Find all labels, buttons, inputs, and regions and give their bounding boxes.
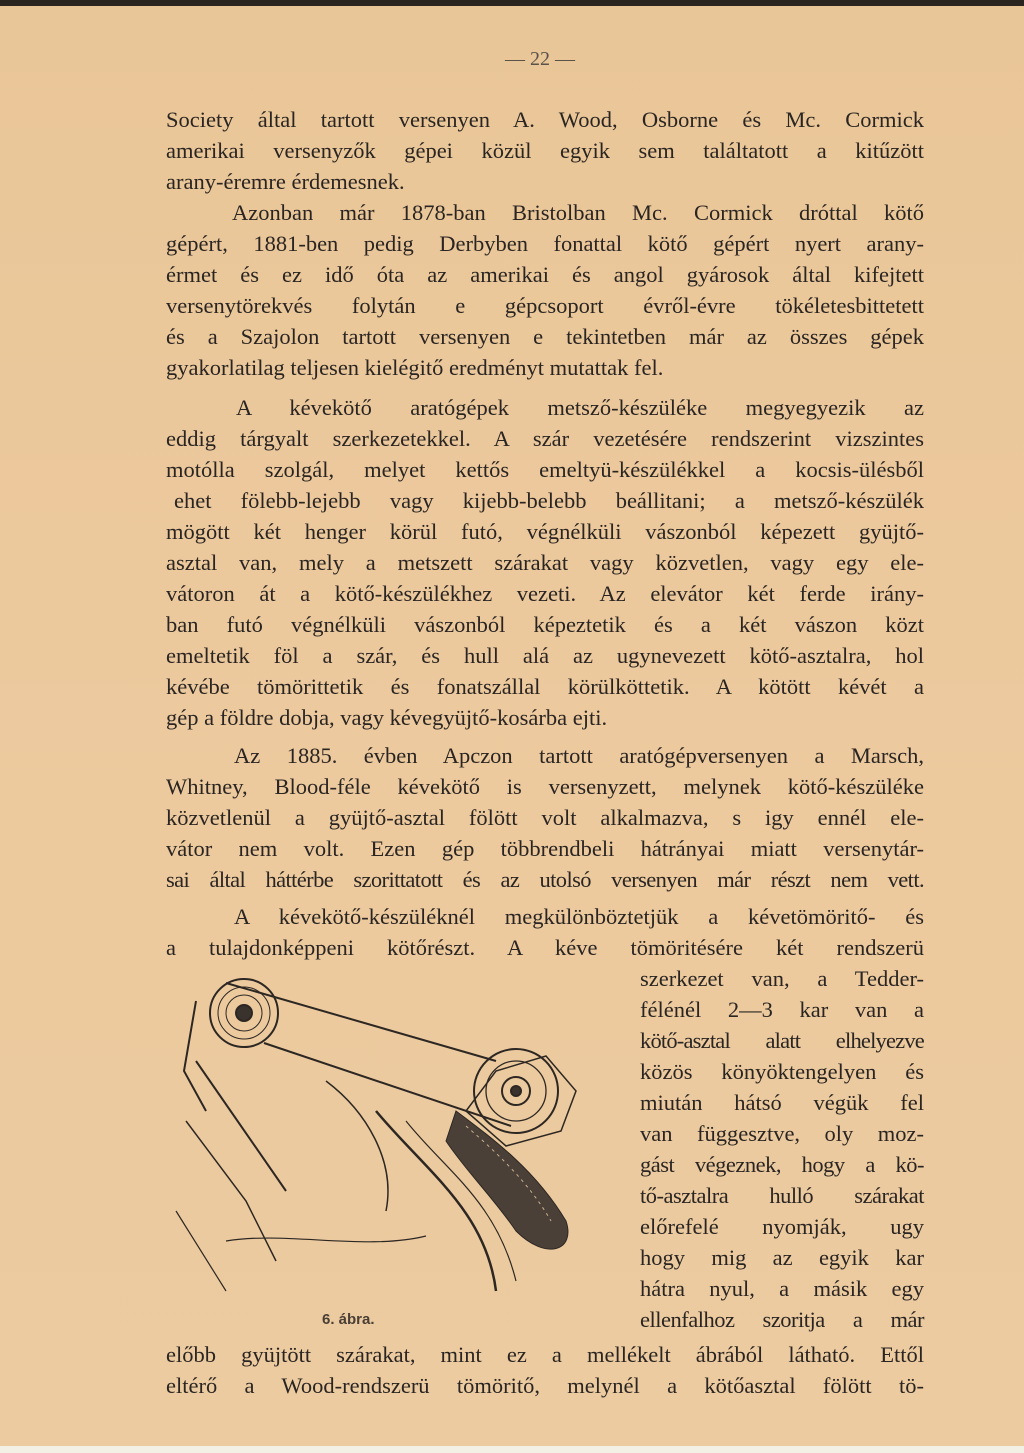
page-number: — 22 — bbox=[505, 48, 575, 70]
text-line: szerkezet van, a Tedder- bbox=[640, 966, 924, 991]
text-line: érmet és ez idő óta az amerikai és angol gyárosok által kifejtett bbox=[166, 262, 924, 287]
text-line: ban futó végnélküli vászonból képeztetik és a két vászon közt bbox=[166, 612, 924, 637]
text-line: asztal van, mely a metszett szárakat vagy közvetlen, vagy egy ele- bbox=[166, 550, 924, 575]
text-line: félénél 2—3 kar van a bbox=[640, 997, 924, 1022]
text-line: amerikai versenyzők gépei közül egyik sem találtatott a kitűzött bbox=[166, 138, 924, 163]
text-line: gást végeznek, hogy a kö- bbox=[640, 1152, 924, 1177]
text-line: eltérő a Wood-rendszerü tömöritő, melynél a kötőasztal fölött tö- bbox=[166, 1373, 924, 1398]
text-line: sai által háttérbe szorittatott és az utolsó versenyen már részt nem vett. bbox=[166, 867, 924, 892]
text-line: emeltetik föl a szár, és hull alá az ugynevezett kötő-asztalra, hol bbox=[166, 643, 924, 668]
text-line: hogy mig az egyik kar bbox=[640, 1245, 924, 1270]
text-line: A kévekötő aratógépek metsző-készüléke megyegyezik az bbox=[236, 395, 924, 420]
text-line: a tulajdonképpeni kötőrészt. A kéve tömöritésére két rendszerü bbox=[166, 935, 924, 960]
figure-caption: 6. ábra. bbox=[322, 1311, 375, 1328]
text-line: tő-asztalra hulló szárakat bbox=[640, 1183, 924, 1208]
text-line: arany-éremre érdemesnek. bbox=[166, 169, 405, 194]
text-line: kévébe tömörittetik és fonatszállal körülköttetik. A kötött kévét a bbox=[166, 674, 924, 699]
text-line: és a Szajolon tartott versenyen e tekintetben már az összes gépek bbox=[166, 324, 924, 349]
text-line: motólla szolgál, melyet kettős emeltyü-készülékkel a kocsis-ülésből bbox=[166, 457, 924, 482]
text-line: ehet fölebb-lejebb vagy kijebb-belebb beállitani; a metsző-készülék bbox=[174, 488, 924, 513]
text-line: vátor nem volt. Ezen gép többrendbeli hátrányai miatt versenytár- bbox=[166, 836, 924, 861]
text-line: hátra nyul, a másik egy bbox=[640, 1276, 924, 1301]
text-line: Azonban már 1878-ban Bristolban Mc. Cormick dróttal kötő bbox=[232, 200, 924, 225]
binder-mechanism-drawing bbox=[166, 961, 626, 1306]
text-line: eddig tárgyalt szerkezetekkel. A szár vezetésére rendszerint vizszintes bbox=[166, 426, 924, 451]
text-line: vátoron át a kötő-készülékhez vezeti. Az elevátor két ferde irány- bbox=[166, 581, 924, 606]
text-line: mögött két henger körül futó, végnélküli vászonból képezett gyüjtő- bbox=[166, 519, 924, 544]
text-line: van függesztve, oly moz- bbox=[640, 1121, 924, 1146]
text-line: gyakorlatilag teljesen kielégitő eredményt mutattak fel. bbox=[166, 355, 664, 380]
text-line: Whitney, Blood-féle kévekötő is versenyzett, melynek kötő-készüléke bbox=[166, 774, 924, 799]
text-line: miután hátsó végük fel bbox=[640, 1090, 924, 1115]
figure-illustration bbox=[166, 961, 626, 1306]
text-line: kötő-asztal alatt elhelyezve bbox=[640, 1028, 924, 1053]
text-line: előbb gyüjtött szárakat, mint ez a mellékelt ábrából látható. Ettől bbox=[166, 1342, 924, 1367]
text-line: Society által tartott versenyen A. Wood, Osborne és Mc. Cormick bbox=[166, 107, 924, 132]
text-line: közvetlenül a gyüjtő-asztal fölött volt alkalmazva, s igy ennél ele- bbox=[166, 805, 924, 830]
text-line: versenytörekvés folytán e gépcsoport évről-évre tökéletesbittetett bbox=[166, 293, 924, 318]
text-line: gépért, 1881-ben pedig Derbyben fonattal kötő gépért nyert arany- bbox=[166, 231, 924, 256]
text-line: gép a földre dobja, vagy kévegyüjtő-kosárba ejti. bbox=[166, 705, 608, 730]
text-line: Az 1885. évben Apczon tartott aratógépversenyen a Marsch, bbox=[234, 743, 924, 768]
text-line: előrefelé nyomják, ugy bbox=[640, 1214, 924, 1239]
text-line: A kévekötő-készüléknél megkülönböztetjük a kévetömöritő- és bbox=[234, 904, 924, 929]
text-line: közös könyöktengelyen és bbox=[640, 1059, 924, 1084]
book-page bbox=[0, 6, 1024, 1446]
text-line: ellenfalhoz szoritja a már bbox=[640, 1307, 924, 1332]
